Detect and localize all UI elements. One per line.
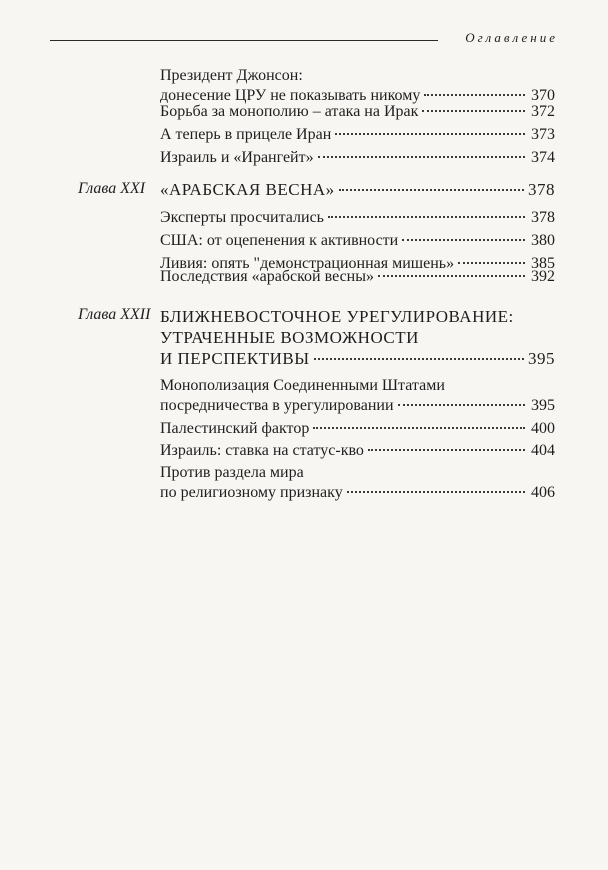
toc-page-number: 406	[531, 484, 555, 501]
toc-page-number: 400	[531, 420, 555, 437]
toc-chapter-title: И ПЕРСПЕКТИВЫ	[160, 349, 310, 368]
toc-line	[160, 66, 555, 86]
toc-line-text: Президент Джонсон:	[160, 67, 303, 84]
toc-line-text: Последствия «арабской весны»	[160, 268, 374, 285]
toc-page-number: 385	[531, 255, 555, 272]
toc-line-text: Ливия: опять "демонстрационная мишень»	[160, 255, 455, 272]
toc-line-text: Эксперты просчитались	[160, 209, 324, 226]
dot-leader	[424, 94, 525, 96]
toc-chapter-entry	[160, 306, 555, 369]
toc-page-number: 404	[531, 442, 555, 459]
toc-entry	[160, 66, 555, 106]
toc-page-number: 378	[528, 180, 555, 199]
chapter-label: Глава XXI	[78, 180, 146, 197]
toc-entry	[160, 267, 555, 287]
toc-entry	[160, 441, 555, 461]
toc-line-text: Палестинский фактор	[160, 420, 310, 437]
toc-entry	[160, 376, 555, 416]
toc-chapter-title: «АРАБСКАЯ ВЕСНА»	[160, 180, 335, 199]
dot-leader	[368, 449, 525, 451]
toc-chapter-entry	[160, 180, 555, 200]
toc-page-number: 392	[531, 268, 555, 285]
toc-line-text: Борьба за монополию – атака на Ирак	[160, 103, 419, 120]
dot-leader	[378, 275, 525, 277]
chapter-label: Глава XXII	[78, 306, 151, 323]
dot-leader	[328, 216, 525, 218]
toc-line-text: Израиль и «Ирангейт»	[160, 149, 314, 166]
toc-page-number: 395	[531, 397, 555, 414]
toc-line-text: США: от оцепенения к активности	[160, 232, 399, 249]
toc-line-text: Против раздела мира	[160, 464, 304, 481]
toc-page-number: 372	[531, 103, 555, 120]
dot-leader	[458, 262, 525, 264]
toc-line-text: Монополизация Соединенными Штатами	[160, 377, 445, 394]
toc-page-number: 373	[531, 126, 555, 143]
dot-leader	[314, 358, 524, 360]
dot-leader	[313, 427, 525, 429]
dot-leader	[335, 133, 525, 135]
toc-entry	[160, 419, 555, 439]
toc-chapter-title: УТРАЧЕННЫЕ ВОЗМОЖНОСТИ	[160, 328, 419, 347]
running-head: Оглавление	[465, 30, 558, 45]
toc-page-number: 380	[531, 232, 555, 249]
toc-entry	[160, 148, 555, 168]
toc-line-text: посредничества в урегулировании	[160, 397, 394, 414]
toc-page-number: 395	[528, 349, 555, 368]
dot-leader	[318, 156, 525, 158]
toc-line-text: по религиозному признаку	[160, 484, 343, 501]
toc-line-text: донесение ЦРУ не показывать никому	[160, 87, 421, 104]
header-rule	[50, 40, 438, 41]
dot-leader	[398, 404, 526, 406]
toc-page-number: 374	[531, 149, 555, 166]
toc-line-text: А теперь в прицеле Иран	[160, 126, 332, 143]
toc-page-number: 370	[531, 87, 555, 104]
dot-leader	[347, 491, 525, 493]
toc-line-text: Израиль: ставка на статус-кво	[160, 442, 364, 459]
dot-leader	[402, 239, 525, 241]
dot-leader	[339, 189, 524, 191]
toc-entry	[160, 125, 555, 145]
toc-entry	[160, 208, 555, 228]
dot-leader	[422, 110, 525, 112]
toc-page-number: 378	[531, 209, 555, 226]
toc-entry	[160, 231, 555, 251]
toc-entry	[160, 463, 555, 503]
toc-chapter-title: БЛИЖНЕВОСТОЧНОЕ УРЕГУЛИРОВАНИЕ:	[160, 307, 514, 326]
toc-entry	[160, 102, 555, 122]
